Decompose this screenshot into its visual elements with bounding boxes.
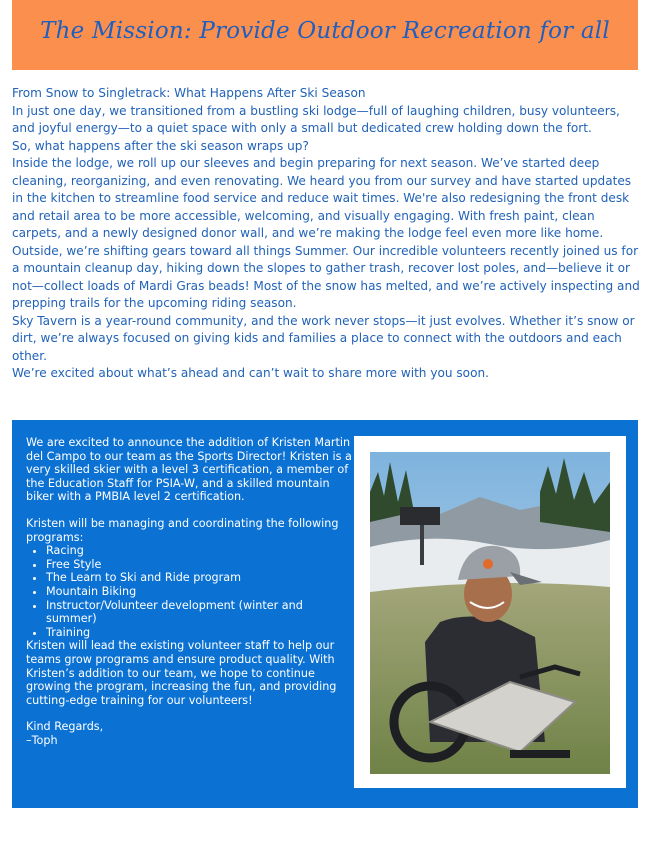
article-paragraph: Inside the lodge, we roll up our sleeves and begin preparing for next season. We’ve started deep cleaning, reorganizing, and even renovating. We heard you from our survey and have started updates in the kitchen to streamline food service and reduce wait times. We're also redesigning the front desk and retail area to be more accessible, welcoming, and visually engaging. With fresh paint, clean carpets, and a newly designed donor wall, and we’re making the lodge feel even more like home.: [12, 156, 632, 240]
article-paragraph: In just one day, we transitioned from a bustling ski lodge—full of laughing children, busy volunteers, and joyful energy—to a quiet space with only a small but dedicated crew holding down the fort.: [12, 103, 620, 135]
article-heading: From Snow to Singletrack: What Happens After Ski Season: [12, 86, 366, 100]
program-item: • Training: [46, 626, 354, 640]
article-paragraph: Sky Tavern is a year-round community, and the work never stops—it just evolves. Whether it’s snow or dirt, we’re always focused on giving kids and families a place to connect with the outdoors and each other.: [12, 313, 635, 363]
programs-list: [26, 544, 354, 639]
mission-banner: [12, 0, 638, 70]
announcement-intro: We are excited to announce the addition of Kristen Martin del Campo to our team as the Sports Director! Kristen is a very skilled skier with a level 3 certification, a member of the Education Staff for PSIA-W, and a skilled mountain biker with a PMBIA level 2 certification.: [26, 436, 352, 504]
program-item: • The Learn to Ski and Ride program: [46, 571, 354, 585]
program-item: • Free Style: [46, 558, 354, 572]
mission-title: The Mission: Provide Outdoor Recreation for all: [40, 18, 610, 44]
announcement-text: [26, 436, 354, 747]
program-item: • Mountain Biking: [46, 585, 354, 599]
signoff: Kind Regards,: [26, 720, 104, 734]
article-paragraph: Outside, we’re shifting gears toward all things Summer. Our incredible volunteers recently joined us for a mountain cleanup day, hiking down the slopes to gather trash, recover lost poles, and—believe it or not—collect loads of Mardi Gras beads! Most of the snow has melted, and we’re actively inspecting and prepping trails for the upcoming riding season.: [12, 243, 640, 310]
signature: –Toph: [26, 733, 58, 747]
announcement-closing: Kristen will lead the existing volunteer staff to help our teams grow programs and ensure product quality. With Kristen’s addition to our team, we hope to continue growing the program, increasing the fun, and providing cutting-edge training for our volunteers!: [26, 639, 337, 707]
photo-illustration: [370, 452, 610, 774]
program-item: • Instructor/Volunteer development (winter and summer): [46, 599, 354, 626]
article-section: [12, 85, 640, 383]
photo-frame: [354, 436, 626, 788]
programs-intro: Kristen will be managing and coordinating the following programs:: [26, 516, 339, 544]
sports-director-photo: [370, 452, 610, 774]
article-paragraph: So, what happens after the ski season wraps up?: [12, 138, 309, 153]
program-item: • Racing: [46, 544, 354, 558]
article-paragraph: We’re excited about what’s ahead and can’t wait to share more with you soon.: [12, 366, 489, 380]
